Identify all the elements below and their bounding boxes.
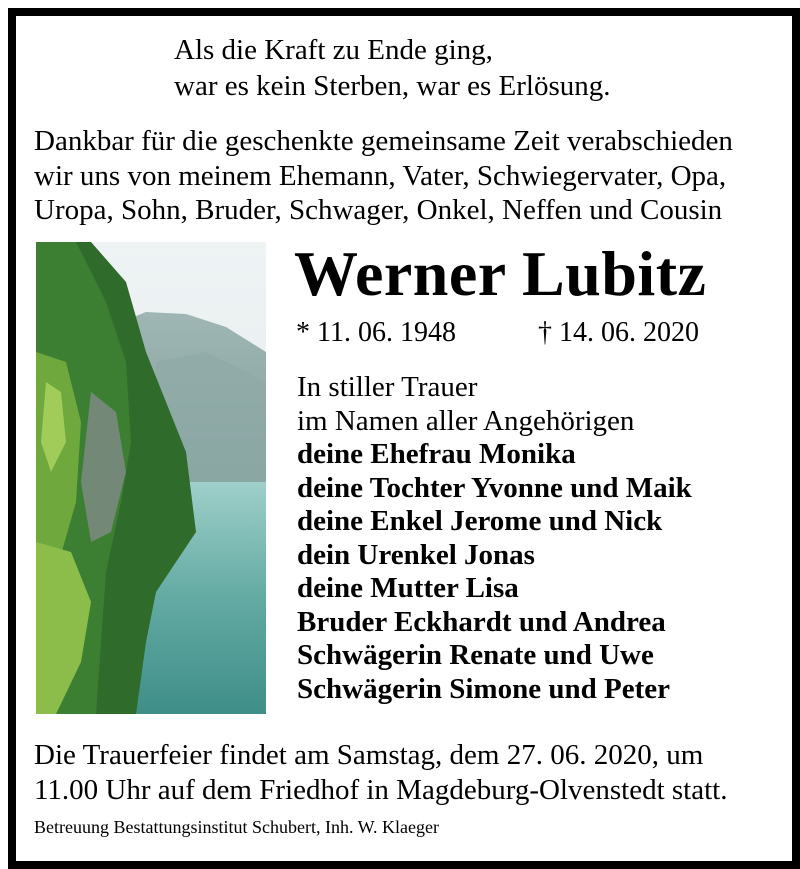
mourner-name: deine Tochter Yvonne und Maik bbox=[297, 471, 692, 504]
deceased-name: Werner Lubitz bbox=[294, 238, 707, 309]
mourner-name: Schwägerin Simone und Peter bbox=[297, 672, 670, 705]
mourners-list bbox=[297, 371, 692, 706]
mourning-line-1: In stiller Trauer bbox=[297, 371, 478, 403]
motto bbox=[174, 32, 611, 104]
motto-line-1: Als die Kraft zu Ende ging, bbox=[174, 34, 493, 66]
death-date: † 14. 06. 2020 bbox=[538, 317, 699, 348]
mourner-name: Schwägerin Renate und Uwe bbox=[297, 639, 654, 671]
intro-line-1: Dankbar für die geschenkte gemeinsame Zeit verabschieden bbox=[34, 125, 733, 157]
intro-line-3: Uropa, Sohn, Bruder, Schwager, Onkel, Neffen und Cousin bbox=[34, 194, 723, 226]
birth-date: * 11. 06. 1948 bbox=[296, 317, 456, 348]
mourning-line-2: im Namen aller Angehörigen bbox=[297, 404, 635, 437]
ceremony-line-2: 11.00 Uhr auf dem Friedhof in Magdeburg-Olvenstedt statt. bbox=[34, 773, 728, 806]
obituary-frame bbox=[8, 8, 800, 869]
ceremony-info bbox=[34, 738, 727, 807]
intro-text bbox=[34, 124, 733, 228]
mourner-name: deine Enkel Jerome und Nick bbox=[297, 505, 663, 537]
intro-line-2: wir uns von meinem Ehemann, Vater, Schwiegervater, Opa, bbox=[34, 159, 727, 192]
ceremony-line-1: Die Trauerfeier findet am Samstag, dem 27. 06. 2020, um bbox=[34, 739, 704, 771]
mourner-name: deine Ehefrau Monika bbox=[297, 438, 576, 470]
mourner-name: dein Urenkel Jonas bbox=[297, 538, 535, 571]
mourner-name: Bruder Eckhardt und Andrea bbox=[297, 605, 666, 638]
mourner-name: deine Mutter Lisa bbox=[297, 572, 519, 604]
motto-line-2: war es kein Sterben, war es Erlösung. bbox=[174, 70, 611, 102]
funeral-home-credit: Betreuung Bestattungsinstitut Schubert, Inh. W. Klaeger bbox=[34, 817, 439, 837]
lake-landscape-photo bbox=[36, 242, 266, 714]
